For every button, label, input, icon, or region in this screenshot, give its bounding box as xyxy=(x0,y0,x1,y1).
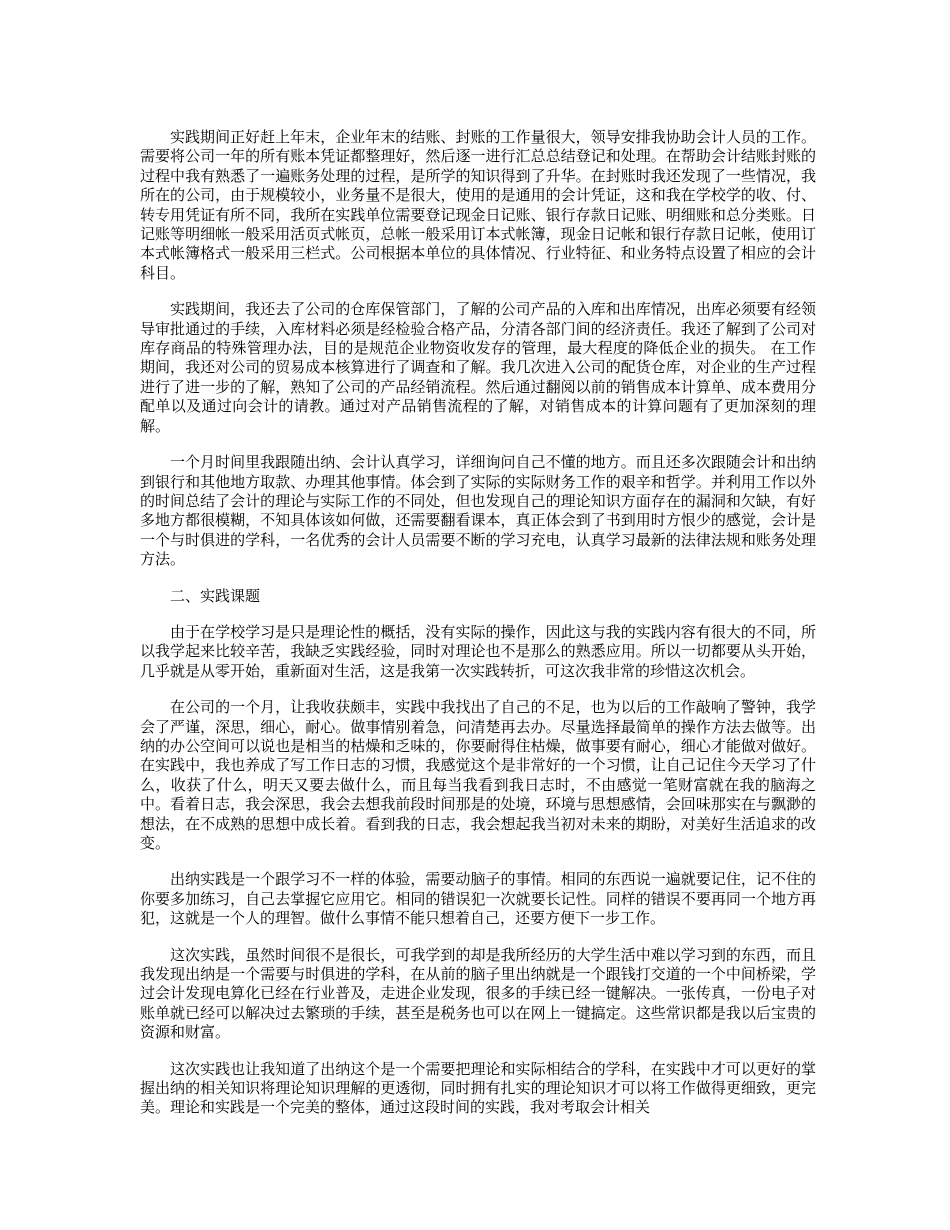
paragraph-year-end-closing: 实践期间正好赶上年末，企业年末的结账、封账的工作量很大，领导安排我协助会计人员的工作。需要将公司一年的所有账本凭证都整理好，然后逐一进行汇总总结登记和处理。在帮助会计结账封账的过程中我有熟悉了一遍账务处理的过程，是所学的知识得到了升华。在封账时我还发现了一些情况，我所在的公司，由于规模较小，业务量不是很大，使用的是通用的会计凭证，这和我在学校学的收、付、转专用凭证有所不同，我所在实践单位需要登记现金日记账、银行存款日记账、明细账和总分类账。日记账等明细帐一般采用活页式帐页，总帐一般采用订本式帐簿，现金日记帐和银行存款日记帐，使用订本式帐簿格式一般采用三栏式。公司根据本单位的具体情况、行业特征、和业务特点设置了相应的会计科目。 xyxy=(140,128,816,282)
paragraph-one-month-learning: 一个月时间里我跟随出纳、会计认真学习，详细询问自己不懂的地方。而且还多次跟随会计和出纳到银行和其他地方取款、办理其他事情。体会到了实际的实际财务工作的艰辛和哲学。并利用工作以外的时间总结了会计的理论与实际工作的不同处，但也发现自己的理论知识方面存在的漏洞和欠缺，有好多地方都很模糊，不知具体该如何做，还需要翻看课本，真正体会到了书到用时方恨少的感觉，会计是一个与时俱进的学科，一名优秀的会计人员需要不断的学习充电，认真学习最新的法律法规和账务处理方法。 xyxy=(140,453,816,569)
paragraph-theory-practice-combined: 这次实践也让我知道了出纳这个是一个需要把理论和实际相结合的学科，在实践中才可以更好的掌握出纳的相关知识将理论知识理解的更透彻，同时拥有扎实的理论知识才可以将工作做得更细致，更完美。理论和实践是一个完美的整体，通过这段时间的实践，我对考取会计相关 xyxy=(140,1059,816,1117)
paragraph-warehouse: 实践期间，我还去了公司的仓库保管部门，了解的公司产品的入库和出库情况，出库必须要有经领导审批通过的手续，入库材料必须是经检验合格产品，分清各部门间的经济责任。我还了解到了公司对库存商品的特殊管理办法，目的是规范企业物资收发存的管理，最大程度的降低企业的损失。 在工作期间，我还对公司的贸易成本核算进行了调查和了解。我几次进入公司的配货仓库，对企业的生产过程进行了进一步的了解，熟知了公司的产品经销流程。然后通过翻阅以前的销售成本计算单、成本费用分配单以及通过向会计的请教。通过对产品销售流程的了解，对销售成本的计算问题有了更加深刻的理解。 xyxy=(140,300,816,435)
paragraph-company-month: 在公司的一个月，让我收获颇丰，实践中我找出了自己的不足，也为以后的工作敲响了警钟，我学会了严谨，深思，细心，耐心。做事情别着急，问清楚再去办。尽量选择最简单的操作方法去做等。出纳的办公空间可以说也是相当的枯燥和乏味的，你要耐得住枯燥，做事要有耐心，细心才能做对做好。在实践中，我也养成了写工作日志的习惯，我感觉这个是非常好的一个习惯，让自己记住今天学习了什么，收获了什么，明天又要去做什么，而且每当我看到我日志时，不由感觉一笔财富就在我的脑海之中。看着日志，我会深思，我会去想我前段时间那是的处境，环境与思想感情，会回味那实在与飘渺的想法，在不成熟的思想中成长着。看到我的日志，我会想起我当初对未来的期盼，对美好生活追求的改变。 xyxy=(140,698,816,852)
document-body xyxy=(140,128,816,1135)
paragraph-theory-vs-practice: 由于在学校学习是只是理论性的概括，没有实际的操作，因此这与我的实践内容有很大的不同，所以我学起来比较辛苦，我缺乏实践经验，同时对理论也不是那么的熟悉应用。所以一切都要从头开始，几乎就是从零开始，重新面对生活，这是我第一次实践转折，可这次我非常的珍惜这次机会。 xyxy=(140,622,816,680)
paragraph-practice-gains: 这次实践，虽然时间很不是很长，可我学到的却是我所经历的大学生活中难以学习到的东西，而且我发现出纳是一个需要与时俱进的学科，在从前的脑子里出纳就是一个跟钱打交道的一个中间桥梁，学过会计发现电算化已经在行业普及，走进企业发现，很多的手续已经一键解决。一张传真，一份电子对账单就已经可以解决过去繁琐的手续，甚至是税务也可以在网上一键搞定。这些常识都是我以后宝贵的资源和财富。 xyxy=(140,945,816,1042)
section-heading: 二、实践课题 xyxy=(170,586,261,605)
paragraph-cashier-experience: 出纳实践是一个跟学习不一样的体验，需要动脑子的事情。相同的东西说一遍就要记住，记不住的你要多加练习，自己去掌握它应用它。相同的错误犯一次就要长记性。同样的错误不要再同一个地方再犯，这就是一个人的理智。做什么事情不能只想着自己，还要方便下一步工作。 xyxy=(140,870,816,928)
